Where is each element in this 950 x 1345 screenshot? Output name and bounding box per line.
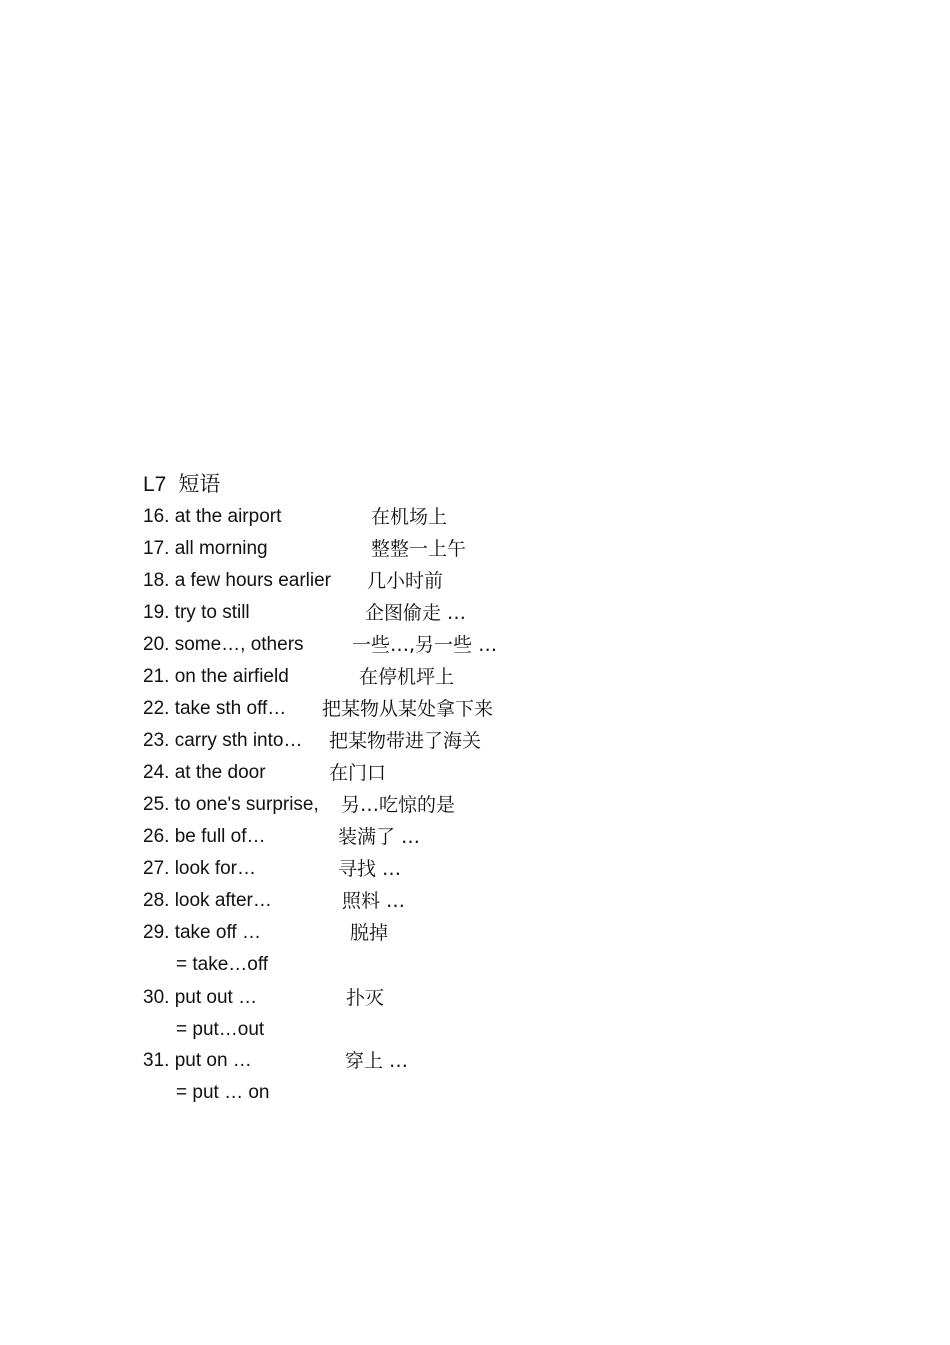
phrase-chinese: 扑灭 (346, 987, 385, 1009)
phrase-english: 25. to one's surprise, (143, 794, 319, 815)
phrase-chinese: 把某物从某处拿下来 (322, 698, 494, 720)
phrase-chinese: 脱掉 (350, 922, 389, 944)
phrase-english: 19. try to still (143, 602, 250, 623)
phrase-chinese: 一些…,另一些 … (352, 634, 498, 656)
phrase-english: = put…out (176, 1019, 265, 1040)
phrase-chinese: 在机场上 (371, 506, 448, 528)
phrase-english: 17. all morning (143, 538, 268, 559)
phrase-english: 23. carry sth into… (143, 730, 303, 751)
phrase-english: 26. be full of… (143, 826, 266, 847)
phrase-english: = put … on (176, 1082, 270, 1103)
lesson-code: L7 (143, 473, 167, 496)
phrase-english: 24. at the door (143, 762, 266, 783)
phrase-english: 27. look for… (143, 858, 256, 879)
phrase-chinese: 在停机坪上 (359, 666, 455, 688)
phrase-chinese: 企图偷走 … (365, 602, 467, 624)
phrase-english: 28. look after… (143, 890, 272, 911)
phrase-chinese: 把某物带进了海关 (329, 730, 482, 752)
phrase-chinese: 在门口 (329, 762, 387, 784)
phrase-chinese: 装满了 … (338, 826, 421, 848)
phrase-english: 22. take sth off… (143, 698, 287, 719)
phrase-english: 16. at the airport (143, 506, 282, 527)
section-title: 短语 (178, 472, 221, 496)
phrase-chinese: 几小时前 (367, 570, 444, 592)
phrase-english: = take…off (176, 954, 269, 975)
phrase-chinese: 穿上 … (345, 1050, 409, 1072)
phrase-english: 31. put on … (143, 1050, 252, 1071)
phrase-chinese: 整整一上午 (371, 538, 467, 560)
phrase-english: 21. on the airfield (143, 666, 289, 687)
phrase-english: 20. some…, others (143, 634, 304, 655)
phrase-chinese: 另…吃惊的是 (341, 794, 456, 816)
phrase-english: 29. take off … (143, 922, 261, 943)
phrase-chinese: 照料 … (342, 890, 406, 912)
section-heading (143, 470, 220, 499)
phrase-english: 18. a few hours earlier (143, 570, 331, 591)
phrase-english: 30. put out … (143, 987, 258, 1008)
phrase-chinese: 寻找 … (338, 858, 402, 880)
